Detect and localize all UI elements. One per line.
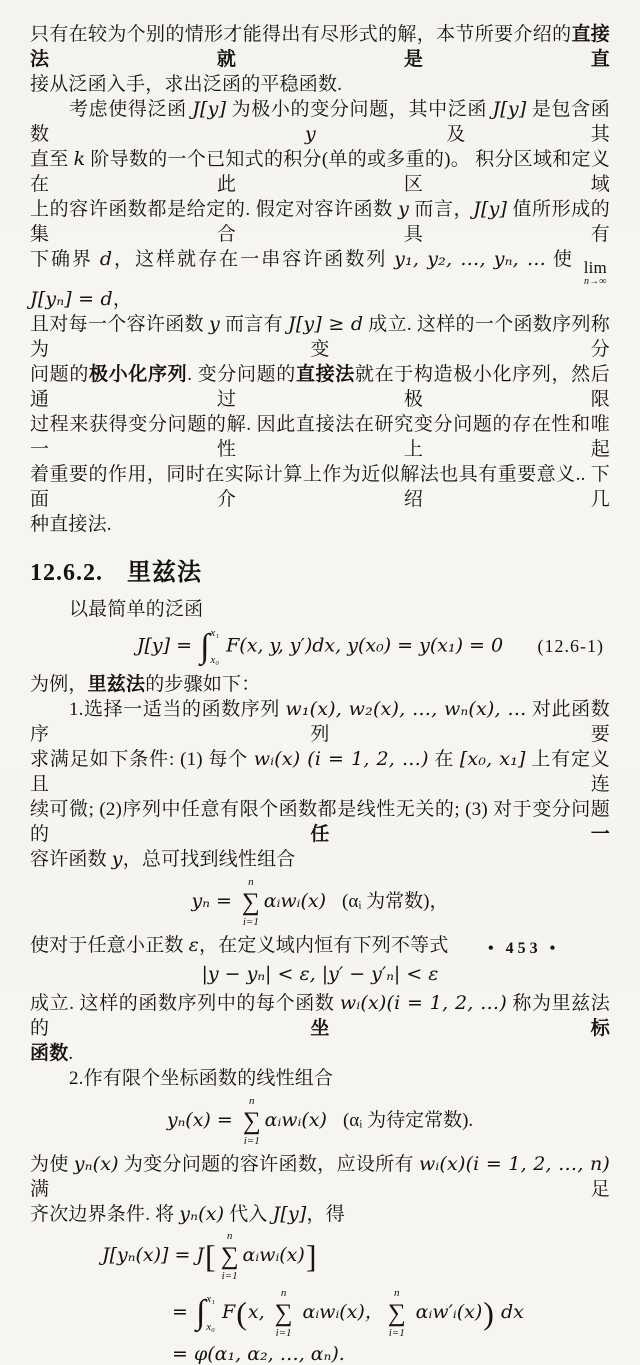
text-segment: 而言有: [219, 314, 288, 335]
text-line: [30, 747, 610, 797]
text-segment: 函数: [30, 1042, 69, 1064]
text-line: [30, 1152, 610, 1202]
text-segment: d: [99, 248, 113, 270]
text-segment: 续可微; (2)序列中任意有限个函数都是线性无关的; (3) 对于变分问题的: [30, 799, 610, 845]
text-line: [30, 22, 610, 72]
text-line: [30, 312, 610, 362]
text-line: [30, 847, 610, 872]
text-line: [30, 147, 610, 197]
text-segment: y: [111, 848, 123, 870]
text-segment: 且对每一个容许函数: [30, 314, 209, 335]
text-line: [30, 797, 610, 847]
summation-sign: [275, 1288, 293, 1339]
text-segment: ，这样就存在一串容许函数列: [112, 249, 395, 270]
text-segment: 的步骤如下：: [145, 674, 261, 695]
text-segment: 过程来获得变分问题的解. 因此直接法在研究变分问题的存在性和唯一性上起: [30, 414, 610, 460]
text-segment: 极小化序列: [88, 364, 188, 385]
text-segment: 称为里兹法的: [30, 992, 610, 1039]
section-number: 12.6.2.: [30, 560, 103, 586]
integral-upper-limit: x₁: [210, 627, 220, 639]
text-segment: 齐次边界条件. 将: [30, 1203, 180, 1225]
text-segment: 成立. 这样的函数序列中的每个函数: [30, 992, 340, 1014]
lim-subscript: n→∞: [583, 276, 607, 287]
text-line: [30, 597, 610, 622]
left-paren: (: [236, 1295, 247, 1332]
text-segment: w₁(x), w₂(x), …, wₙ(x), …: [285, 698, 527, 720]
text-segment: wᵢ(x) (i = 1, 2, …): [253, 748, 429, 770]
text-segment: 成立. 这样的一个函数序列称为变分: [30, 314, 610, 360]
text-segment: J[yₙ] = d: [30, 288, 113, 310]
math-text: yₙ(x) =: [166, 1108, 239, 1131]
text-segment: 里兹法: [87, 674, 146, 695]
sum-glyph: ∑: [220, 1242, 239, 1270]
text-segment: ε: [188, 934, 199, 956]
text-segment: 在: [428, 749, 460, 770]
text-segment: 考虑使得泛函: [68, 99, 193, 120]
equation-12-6-1: [30, 627, 610, 667]
text-segment: 上的容许函数都是给定的. 假定对容许函数: [30, 199, 399, 220]
sum-upper-limit: n: [226, 1229, 233, 1242]
lim-symbol: lim: [583, 258, 607, 277]
text-segment: J[y] ≥ d: [288, 313, 364, 335]
text-segment: yₙ(x): [73, 1152, 119, 1175]
text-segment: 2.作有限个坐标函数的线性组合: [68, 1067, 334, 1089]
summation-sign: [221, 1231, 239, 1282]
text-segment: 值所形成的集合具有: [30, 199, 611, 245]
summation-sign: [243, 1096, 261, 1147]
integral-glyph: ∫: [195, 1294, 206, 1332]
text-segment: 任一: [310, 824, 611, 845]
text-segment: 使对于任意小正数: [30, 935, 189, 956]
text-segment: 着重要的作用，同时在实际计算上作为近似解法也具有重要意义.. 下面介绍几: [30, 464, 610, 510]
sum-lower-limit: i=1: [242, 916, 259, 928]
text-line: [30, 697, 610, 747]
text-segment: y: [208, 313, 220, 335]
text-line: [30, 97, 610, 147]
text-segment: 下确界: [30, 249, 100, 270]
sum-lower-limit: i=1: [243, 1134, 260, 1147]
text-segment: 是包含函数: [30, 99, 610, 145]
equation-tag: (12.6-1): [537, 636, 604, 657]
integral-glyph: ∫: [200, 628, 210, 665]
text-segment: 使: [546, 249, 581, 270]
text-segment: [30, 289, 132, 310]
integral-upper-limit: x₁: [206, 1293, 216, 1306]
text-segment: 满足: [30, 1178, 610, 1200]
summation-sign: [242, 877, 260, 928]
equation-note: (αᵢ 为待定常数).: [342, 1109, 474, 1131]
math-text: αᵢw′ᵢ(x): [409, 1300, 483, 1323]
text-segment: y₁, y₂, …, yₙ, …: [394, 248, 547, 270]
text-segment: 只有在较为个别的情形才能得出有尽形式的解，本节所要介绍的: [30, 24, 572, 45]
text-line: [30, 462, 610, 512]
text-segment: 阶导数的一个已知式的积分(单的或多重的)。 积分区域和定义在此区域: [30, 149, 611, 195]
text-segment: 坐标: [310, 1017, 611, 1039]
text-segment: 1.选择一适当的函数序列: [68, 699, 286, 720]
math-text: αᵢwᵢ(x): [263, 889, 327, 912]
integral-lower-limit: x₀: [210, 653, 220, 666]
limit-operator: [584, 259, 607, 287]
text-line: [30, 1202, 610, 1227]
text-line: [30, 412, 610, 462]
text-segment: y: [304, 123, 316, 145]
math-text: yₙ =: [191, 889, 238, 912]
text-segment: wᵢ(x)(i = 1, 2, …, n): [418, 1152, 610, 1175]
sum-lower-limit: i=1: [275, 1326, 292, 1339]
text-segment: 直接法: [295, 364, 355, 385]
text-segment: ，总可找到线性组合: [122, 849, 296, 870]
sum-upper-limit: n: [280, 1286, 287, 1299]
integral-lower-limit: x₀: [206, 1321, 216, 1334]
text-line: [30, 672, 610, 697]
text-segment: 就在于构造极小化序列，然后通过极限: [30, 364, 611, 410]
text-segment: 种直接法.: [30, 514, 112, 535]
sum-glyph: ∑: [387, 1299, 406, 1327]
text-segment: yₙ(x): [179, 1202, 225, 1225]
text-line: [30, 1066, 610, 1091]
integral-sign: [196, 1293, 220, 1333]
text-segment: 对此函数序列要: [30, 699, 610, 745]
page-number: • 453 •: [488, 940, 560, 957]
summation-sign: [388, 1288, 406, 1339]
text-segment: ，: [112, 289, 133, 310]
math-text: F: [222, 1300, 236, 1323]
equation-note: (αᵢ 为常数)，: [342, 890, 449, 912]
text-line: [30, 362, 610, 412]
text-segment: 代入: [224, 1203, 273, 1225]
equation-line: [172, 1288, 610, 1339]
sum-lower-limit: i=1: [388, 1326, 405, 1339]
text-segment: 为变分问题的容许函数，应设所有: [118, 1153, 419, 1175]
text-segment: 为极小的变分问题，其中泛函: [226, 99, 493, 120]
text-segment: 为例，: [30, 674, 88, 695]
equation-yn-x-sum: [30, 1096, 610, 1147]
text-segment: 容许函数: [30, 849, 112, 870]
text-segment: 直接法就是直: [30, 24, 610, 70]
text-segment: ，在定义域内恒有下列不等式: [198, 935, 449, 956]
text-segment: 接从泛函入手，求出泛函的平稳函数.: [30, 74, 343, 95]
equation-yn-sum: [30, 877, 610, 928]
section-heading: [30, 552, 610, 587]
sum-lower-limit: i=1: [221, 1269, 238, 1282]
math-text: αᵢwᵢ(x): [242, 1243, 305, 1266]
equation-line: [102, 1231, 610, 1282]
math-text: αᵢwᵢ(x): [264, 1108, 327, 1131]
sum-glyph: ∑: [242, 1107, 261, 1135]
sum-upper-limit: n: [248, 876, 254, 888]
text-segment: [x₀, x₁]: [459, 748, 526, 770]
right-paren: ): [483, 1295, 494, 1332]
text-segment: . 变分问题的: [187, 364, 296, 385]
math-text: dx: [494, 1300, 524, 1323]
math-text: αᵢwᵢ(x)，: [296, 1300, 384, 1323]
equation-line: = φ(α₁, α₂, …, αₙ).: [172, 1342, 345, 1365]
text-segment: [30, 249, 581, 270]
text-line: [30, 991, 610, 1041]
sum-upper-limit: n: [248, 1094, 255, 1107]
inequality-formula: |y − yₙ| < ε, |y′ − y′ₙ| < ε: [201, 963, 439, 985]
text-segment: J[y]: [272, 1202, 307, 1225]
math-text: x,: [247, 1300, 271, 1323]
equation-j-expansion: [30, 1231, 610, 1365]
text-segment: k: [73, 148, 86, 170]
text-segment: 以最简单的泛函: [68, 599, 204, 620]
sum-upper-limit: n: [393, 1286, 400, 1299]
math-text: =: [172, 1300, 194, 1323]
text-segment: ，得: [306, 1203, 345, 1225]
integral-sign: [200, 627, 224, 667]
section-title: 里兹法: [127, 560, 202, 586]
text-segment: 而言，: [409, 199, 474, 220]
text-line: [30, 72, 610, 97]
text-segment: .: [68, 1042, 74, 1064]
text-segment: J[y]: [473, 198, 508, 220]
text-segment: 及其: [315, 124, 610, 145]
math-text: J[y] =: [136, 634, 199, 657]
left-bracket: [: [205, 1238, 216, 1275]
sum-glyph: ∑: [274, 1299, 293, 1327]
math-text: J[yₙ(x)] = J: [102, 1243, 205, 1266]
text-segment: y: [398, 198, 410, 220]
text-segment: 上有定义且连: [30, 749, 611, 795]
text-segment: 为使: [30, 1153, 74, 1175]
math-text: F(x, y, y′)dx, y(x₀) = y(x₁) = 0: [226, 634, 504, 657]
text-segment: J[y]: [192, 98, 227, 120]
text-line: [30, 512, 610, 537]
text-line: [30, 247, 610, 312]
text-segment: 直至: [30, 149, 74, 170]
text-segment: J[y]: [492, 98, 527, 120]
right-bracket: ]: [305, 1238, 317, 1275]
text-segment: 问题的: [30, 364, 89, 385]
text-line: [30, 1041, 610, 1066]
text-segment: 求满足如下条件: (1) 每个: [30, 749, 254, 770]
sum-glyph: ∑: [241, 889, 260, 916]
text-line: [30, 197, 610, 247]
text-segment: wᵢ(x)(i = 1, 2, …): [339, 991, 507, 1014]
